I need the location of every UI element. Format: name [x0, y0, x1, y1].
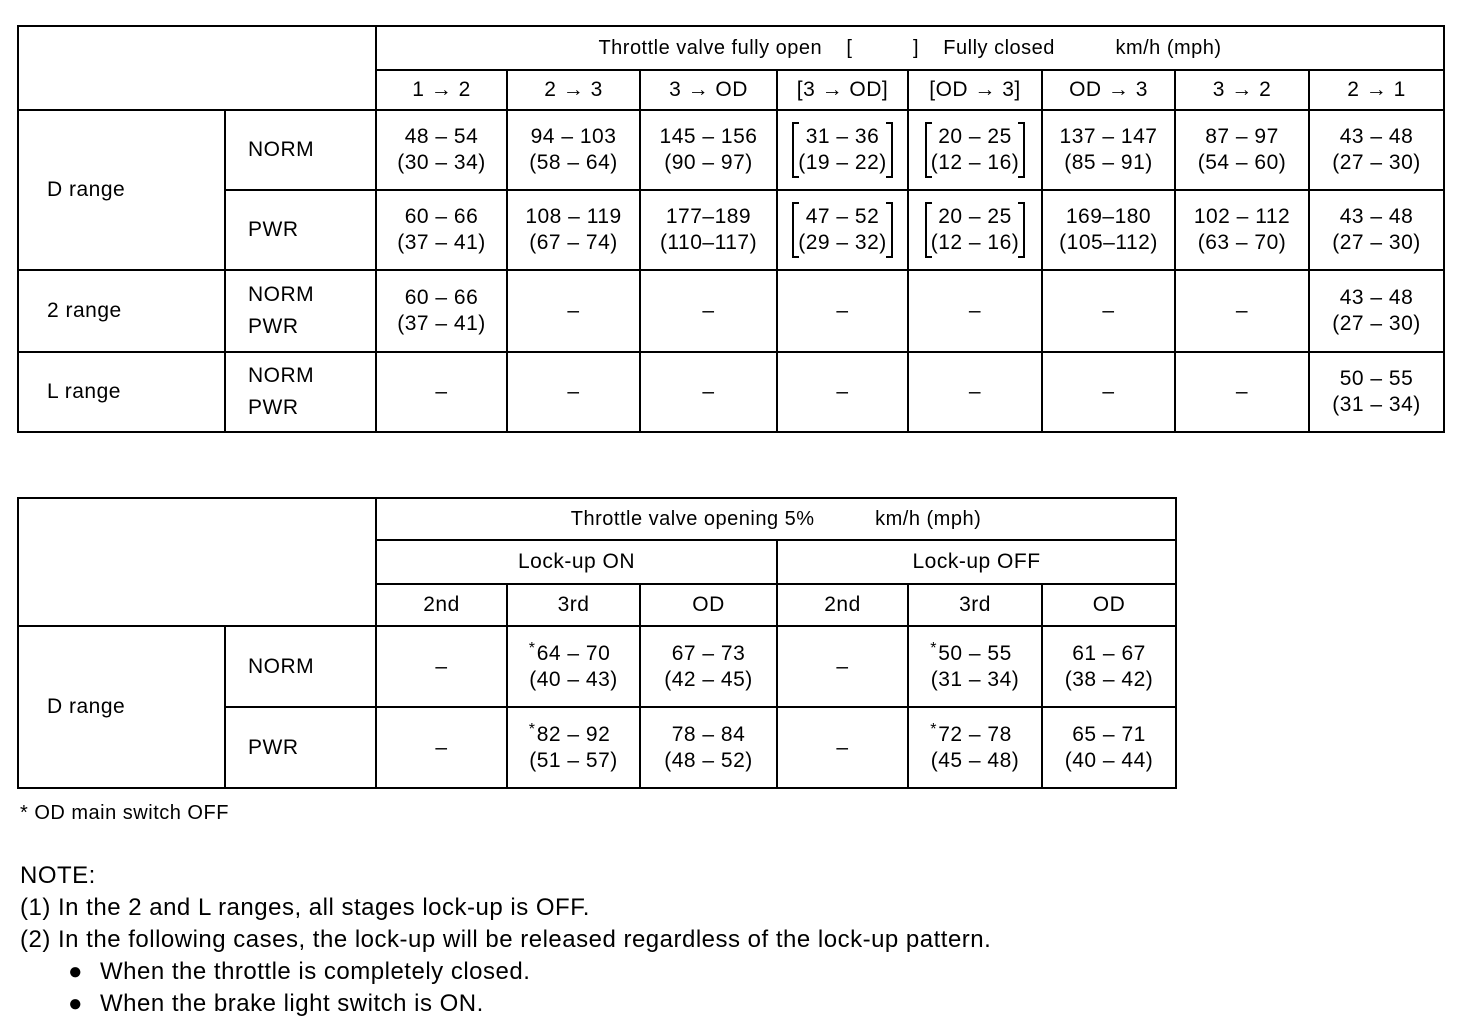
dash-cell: – — [777, 270, 908, 352]
col-header: [3 → OD] — [777, 70, 908, 110]
dash-cell: – — [1175, 270, 1309, 352]
dash-cell: – — [376, 626, 507, 707]
bullet-icon: ● — [68, 990, 83, 1017]
speed-cell: * 50 – 55 (31 – 34) — [908, 626, 1042, 707]
shift-speed-table — [17, 25, 1445, 433]
speed-cell: 102 – 112 (63 – 70) — [1175, 190, 1309, 270]
gear-header: 2nd — [376, 584, 507, 626]
dash-cell: – — [640, 352, 777, 432]
dash-cell: – — [1042, 352, 1175, 432]
gear-header: 3rd — [908, 584, 1042, 626]
speed-cell: 145 – 156 (90 – 97) — [640, 110, 777, 190]
speed-cell: 108 – 119 (67 – 74) — [507, 190, 640, 270]
speed-cell: * 82 – 92 (51 – 57) — [507, 707, 640, 788]
col-header: OD → 3 — [1042, 70, 1175, 110]
norm-label: NORM — [225, 626, 376, 707]
dash-cell: – — [507, 352, 640, 432]
speed-cell: 137 – 147 (85 – 91) — [1042, 110, 1175, 190]
speed-cell-bracketed: 20 – 25 (12 – 16) — [908, 110, 1042, 190]
gear-header: 2nd — [777, 584, 908, 626]
dash-cell: – — [1042, 270, 1175, 352]
dash-cell: – — [640, 270, 777, 352]
dash-cell: – — [777, 626, 908, 707]
speed-cell: 43 – 48 (27 – 30) — [1309, 190, 1444, 270]
dash-cell: – — [507, 270, 640, 352]
d-range-label: D range — [18, 626, 225, 788]
speed-cell-bracketed: 47 – 52 (29 – 32) — [777, 190, 908, 270]
speed-cell-bracketed: 31 – 36 (19 – 22) — [777, 110, 908, 190]
speed-cell: 78 – 84 (48 – 52) — [640, 707, 777, 788]
bullet-icon: ● — [68, 958, 83, 985]
speed-cell: * 72 – 78 (45 – 48) — [908, 707, 1042, 788]
range-2-label: 2 range — [18, 270, 225, 352]
pwr-label: PWR — [225, 707, 376, 788]
speed-cell: 60 – 66 (37 – 41) — [376, 190, 507, 270]
norm-pwr-label: NORM PWR — [225, 270, 376, 352]
speed-cell: 169–180 (105–112) — [1042, 190, 1175, 270]
speed-cell: 87 – 97 (54 – 60) — [1175, 110, 1309, 190]
speed-cell: 43 – 48 (27 – 30) — [1309, 110, 1444, 190]
col-header: 2 → 1 — [1309, 70, 1444, 110]
pwr-label: PWR — [225, 190, 376, 270]
table2-header: Throttle valve opening 5% km/h (mph) — [376, 498, 1176, 540]
note-block — [20, 860, 991, 1020]
lockup-on-header: Lock-up ON — [376, 540, 777, 584]
norm-pwr-label: NORM PWR — [225, 352, 376, 432]
range-l-label: L range — [18, 352, 225, 432]
col-header: [OD → 3] — [908, 70, 1042, 110]
col-header: 3 → 2 — [1175, 70, 1309, 110]
speed-cell: 177–189 (110–117) — [640, 190, 777, 270]
col-header: 1 → 2 — [376, 70, 507, 110]
dash-cell: – — [376, 707, 507, 788]
d-range-label: D range — [18, 110, 225, 270]
note-item-2: (2) In the following cases, the lock-up will be released regardless of the lock-up pattern. — [20, 926, 992, 953]
speed-cell: 43 – 48 (27 – 30) — [1309, 270, 1444, 352]
gear-header: OD — [1042, 584, 1176, 626]
footnote: * OD main switch OFF — [20, 802, 229, 824]
norm-label: NORM — [225, 110, 376, 190]
speed-cell: * 64 – 70 (40 – 43) — [507, 626, 640, 707]
speed-cell-bracketed: 20 – 25 (12 – 16) — [908, 190, 1042, 270]
speed-cell: 50 – 55 (31 – 34) — [1309, 352, 1444, 432]
note-bullet: ● When the throttle is completely closed. — [68, 956, 991, 988]
speed-cell: 65 – 71 (40 – 44) — [1042, 707, 1176, 788]
speed-cell: 60 – 66 (37 – 41) — [376, 270, 507, 352]
speed-cell: 67 – 73 (42 – 45) — [640, 626, 777, 707]
note-item-1: (1) In the 2 and L ranges, all stages lock-up is OFF. — [20, 894, 590, 921]
note-title: NOTE: — [20, 862, 96, 889]
col-header: 3 → OD — [640, 70, 777, 110]
corner-cell — [18, 26, 376, 110]
col-header: 2 → 3 — [507, 70, 640, 110]
gear-header: OD — [640, 584, 777, 626]
dash-cell: – — [376, 352, 507, 432]
dash-cell: – — [777, 352, 908, 432]
dash-cell: – — [908, 352, 1042, 432]
gear-header: 3rd — [507, 584, 640, 626]
dash-cell: – — [777, 707, 908, 788]
speed-cell: 61 – 67 (38 – 42) — [1042, 626, 1176, 707]
lockup-off-header: Lock-up OFF — [777, 540, 1176, 584]
note-bullet: ● When the brake light switch is ON. — [68, 988, 991, 1020]
dash-cell: – — [908, 270, 1042, 352]
dash-cell: – — [1175, 352, 1309, 432]
speed-cell: 48 – 54 (30 – 34) — [376, 110, 507, 190]
speed-cell: 94 – 103 (58 – 64) — [507, 110, 640, 190]
lockup-table — [17, 497, 1177, 789]
table1-header: Throttle valve fully open [ ] Fully closed km/h (mph) — [376, 26, 1444, 70]
corner-cell — [18, 498, 376, 626]
